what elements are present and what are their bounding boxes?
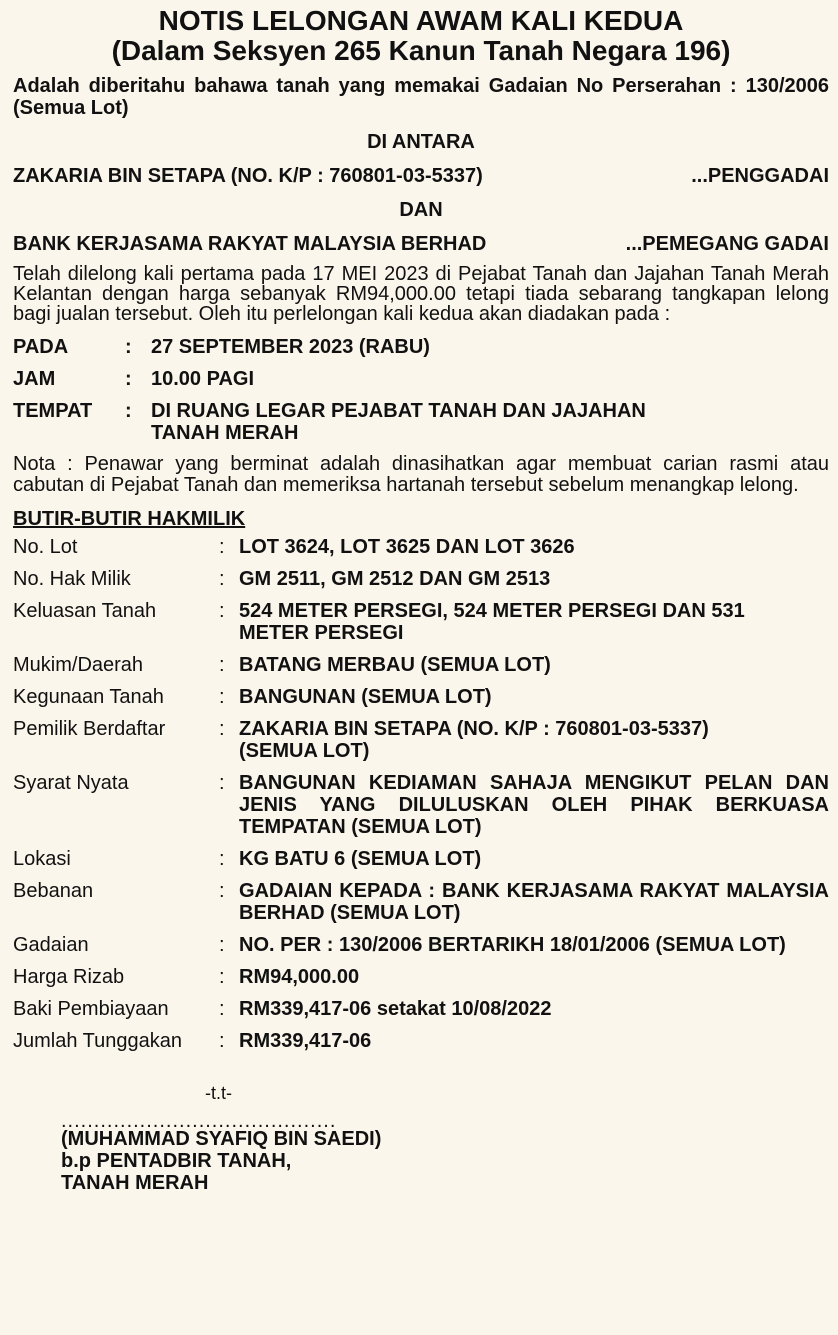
intro-text: Adalah diberitahu bahawa tanah yang memakai Gadaian No Perserahan : 130/2006 (Semua Lot) [13,75,829,119]
detail-colon: : [219,772,225,794]
detail-value: BATANG MERBAU (SEMUA LOT) [239,654,551,676]
schedule-colon: : [125,368,132,390]
signatory-place: TANAH MERAH [61,1172,209,1194]
detail-label: Keluasan Tanah [13,600,157,622]
signatory-name: (MUHAMMAD SYAFIQ BIN SAEDI) [61,1128,382,1150]
schedule-value: DI RUANG LEGAR PEJABAT TANAH DAN JAJAHAN TANAH MERAH [151,400,646,444]
detail-value: LOT 3624, LOT 3625 DAN LOT 3626 [239,536,575,558]
signature-line: .......................................... [61,1110,337,1132]
details-heading: BUTIR-BUTIR HAKMILIK [13,508,246,530]
detail-value: BANGUNAN KEDIAMAN SAHAJA MENGIKUT PELAN DAN JENIS YANG DILULUSKAN OLEH PIHAK BERKUASA TEMPATAN (SEMUA LOT) [239,772,829,838]
detail-colon: : [219,880,225,902]
detail-colon: : [219,536,225,558]
chargee-role: ...PEMEGANG GADAI [625,233,829,255]
detail-value: RM339,417-06 setakat 10/08/2022 [239,998,552,1020]
title-details [13,536,829,1052]
detail-label: Harga Rizab [13,966,125,988]
detail-value: GADAIAN KEPADA : BANK KERJASAMA RAKYAT MALAYSIA BERHAD (SEMUA LOT) [239,880,829,924]
detail-label: Pemilik Berdaftar [13,718,166,740]
party-chargor [13,165,829,187]
detail-label: Bebanan [13,880,94,902]
detail-colon: : [219,848,225,870]
schedule-colon: : [125,400,132,422]
detail-value: ZAKARIA BIN SETAPA (NO. K/P : 760801-03-5337) (SEMUA LOT) [239,718,709,762]
detail-colon: : [219,1030,225,1052]
detail-label: Syarat Nyata [13,772,129,794]
detail-label: Lokasi [13,848,71,870]
detail-colon: : [219,600,225,622]
detail-label: No. Hak Milik [13,568,131,590]
party-chargee [13,233,829,255]
detail-label: Baki Pembiayaan [13,998,169,1020]
schedule-value: 10.00 PAGI [151,368,255,390]
schedule-label: PADA [13,336,69,358]
chargor-name: ZAKARIA BIN SETAPA (NO. K/P : 760801-03-5337) [13,165,483,187]
detail-value: BANGUNAN (SEMUA LOT) [239,686,492,708]
detail-value: RM339,417-06 [239,1030,372,1052]
detail-colon: : [219,998,225,1020]
detail-value: NO. PER : 130/2006 BERTARIKH 18/01/2006 (SEMUA LOT) [239,934,786,956]
schedule-value: 27 SEPTEMBER 2023 (RABU) [151,336,430,358]
detail-value: GM 2511, GM 2512 DAN GM 2513 [239,568,551,590]
detail-colon: : [219,934,225,956]
detail-label: Jumlah Tunggakan [13,1030,183,1052]
detail-colon: : [219,966,225,988]
note-text: Nota : Penawar yang berminat adalah dinasihatkan agar membuat carian rasmi atau cabutan di Pejabat Tanah dan memeriksa hartanah tersebut sebelum menangkap lelong. [13,453,829,496]
detail-colon: : [219,718,225,740]
detail-value: 524 METER PERSEGI, 524 METER PERSEGI DAN 531 METER PERSEGI [239,600,745,644]
detail-colon: : [219,654,225,676]
auction-schedule [13,336,829,444]
detail-value: KG BATU 6 (SEMUA LOT) [239,848,482,870]
schedule-colon: : [125,336,132,358]
schedule-label: JAM [13,368,56,390]
detail-label: Mukim/Daerah [13,654,144,676]
detail-colon: : [219,568,225,590]
detail-colon: : [219,686,225,708]
and-label: DAN [399,199,443,221]
schedule-label: TEMPAT [13,400,93,422]
chargee-name: BANK KERJASAMA RAKYAT MALAYSIA BERHAD [13,233,487,255]
detail-label: Kegunaan Tanah [13,686,164,708]
detail-value: RM94,000.00 [239,966,360,988]
notice-subtitle: (Dalam Seksyen 265 Kanun Tanah Negara 196) [111,35,731,66]
signatory-position: b.p PENTADBIR TANAH, [61,1150,292,1172]
detail-label: No. Lot [13,536,78,558]
chargor-role: ...PENGGADAI [691,165,829,187]
tt-mark: -t.t- [205,1083,232,1103]
between-label: DI ANTARA [367,131,475,153]
notice-title: NOTIS LELONGAN AWAM KALI KEDUA [158,5,684,36]
signature-block [13,1082,829,1194]
detail-label: Gadaian [13,934,89,956]
body-paragraph: Telah dilelong kali pertama pada 17 MEI 2023 di Pejabat Tanah dan Jajahan Tanah Merah Kelantan dengan harga sebanyak RM94,000.00 tetapi tiada sebarang tangkapan lelong bagi jualan tersebut. Oleh itu perlelongan kali kedua akan diadakan pada : [13,263,829,325]
